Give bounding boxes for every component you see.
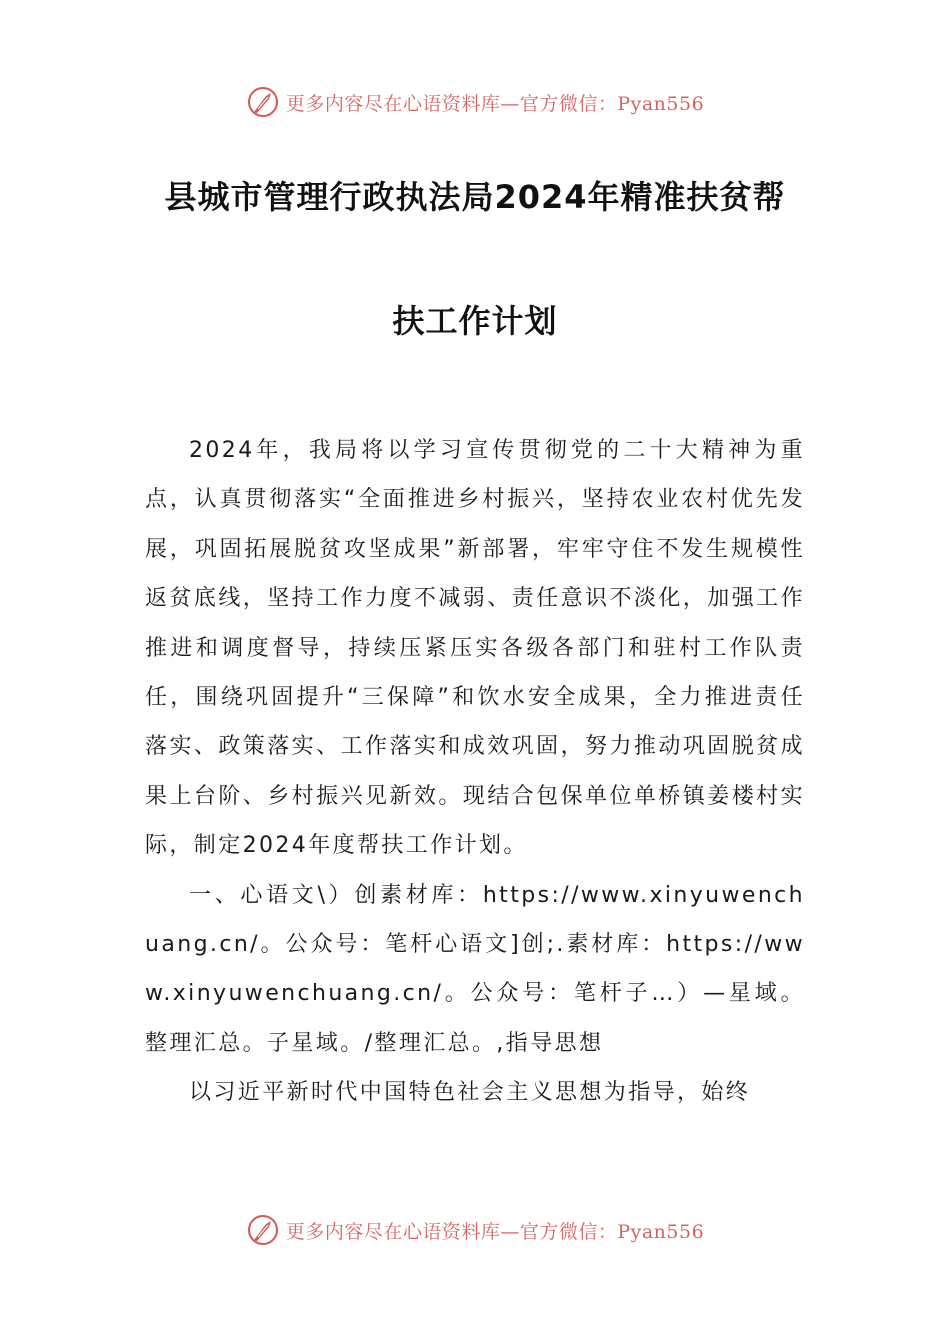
- pen-nib-logo-icon: [246, 85, 280, 119]
- document-body: [145, 426, 805, 1118]
- paragraph-section-one: 一、心语文\）创素材库：https://www.xinyuwenchuang.cn/。公众号：笔杆心语文]创;.素材库：https://www.xinyuwenchuang.cn/。公众号：笔杆子…）—星域。整理汇总。子星域。/整理汇总。,指导思想: [145, 882, 805, 1056]
- paragraph-guiding-thought: 以习近平新时代中国特色社会主义思想为指导，始终: [189, 1080, 751, 1106]
- watermark-text: 更多内容尽在心语资料库—官方微信：Pyan556: [285, 1220, 705, 1243]
- document-title-line-1: 县城市管理行政执法局2024年精准扶贫帮: [164, 178, 786, 216]
- header-watermark: [0, 82, 950, 122]
- pen-nib-logo-icon: [246, 1213, 280, 1247]
- watermark-text: 更多内容尽在心语资料库—官方微信：Pyan556: [285, 92, 705, 115]
- footer-watermark: [0, 1210, 950, 1250]
- document-title-line-2: 扶工作计划: [392, 302, 558, 340]
- paragraph-intro: 2024年，我局将以学习宣传贯彻党的二十大精神为重点，认真贯彻落实“全面推进乡村振兴，坚持农业农村优先发展，巩固拓展脱贫攻坚成果”新部署，牢牢守住不发生规模性返贫底线，坚持工作力度不减弱、责任意识不淡化，加强工作推进和调度督导，持续压紧压实各级各部门和驻村工作队责任，围绕巩固提升“三保障”和饮水安全成果，全力推进责任落实、政策落实、工作落实和成效巩固，努力推动巩固脱贫成果上台阶、乡村振兴见新效。现结合包保单位单桥镇姜楼村实际，制定2024年度帮扶工作计划。: [145, 438, 805, 859]
